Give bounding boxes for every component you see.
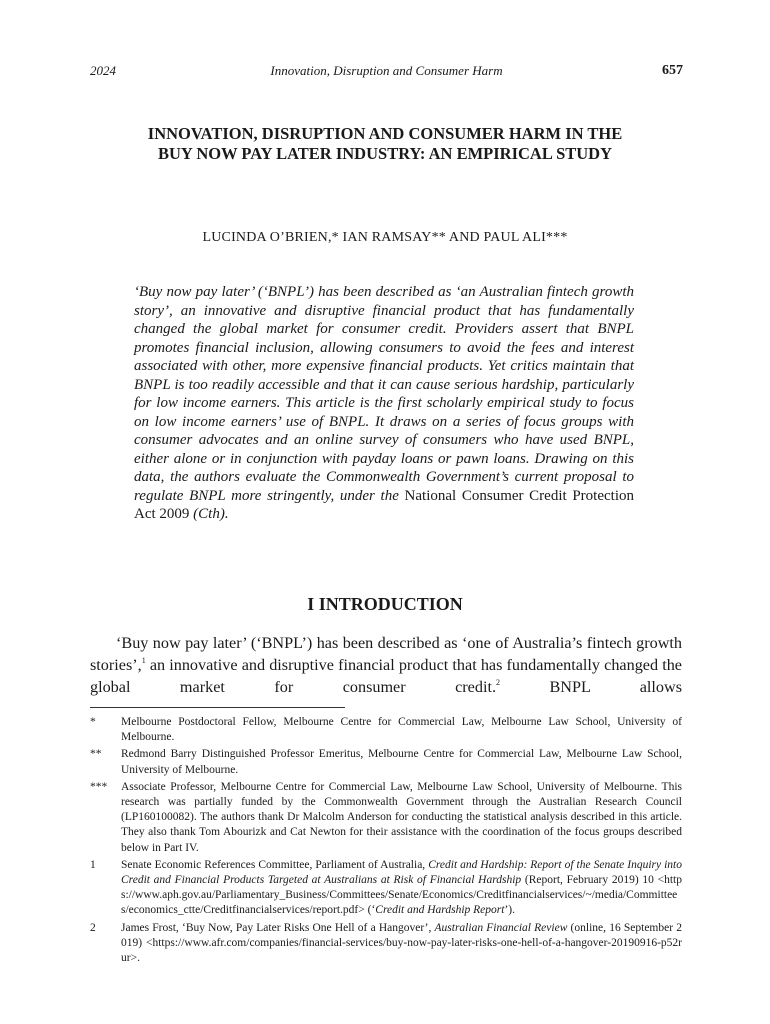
footnote-item <box>90 780 682 856</box>
footnote-text-part: James Frost, ‘Buy Now, Pay Later Risks One Hell of a Hangover’, <box>121 921 435 934</box>
footnote-item <box>90 747 682 777</box>
footnote-item <box>90 715 682 745</box>
abstract-act-name: National Consumer Credit Protection Act 2009 <box>134 487 634 522</box>
abstract-jurisdiction: (Cth). <box>189 506 229 522</box>
footnote-text <box>121 858 682 919</box>
footnote-marker: ** <box>90 748 102 761</box>
section-heading: I INTRODUCTION <box>307 594 463 614</box>
footnotes <box>90 715 682 968</box>
abstract-text: ‘Buy now pay later’ (‘BNPL’) has been described as ‘an Australian fintech growth story’, an innovative and disruptive financial product that has fundamentally changed the global market for consumer credit. Providers assert that BNPL promotes financial inclusion, allowing consumers to avoid the fees and interest associated with other, more expensive financial products. Yet critics maintain that BNPL is too readily accessible and that it can cause serious hardship, particularly for low income earners. This article is the first scholarly empirical study to focus on low income earners’ use of BNPL. It draws on a series of focus groups with consumer advocates and an online survey of consumers who have used BNPL, either alone or in conjunction with payday loans or pawn loans. Drawing on this data, the authors evaluate the Commonwealth Government’s current proposal to regulate BNPL more stringently, under the <box>134 284 634 504</box>
footnote-item <box>90 921 682 967</box>
footnote-item <box>90 858 682 919</box>
footnote-url[interactable]: (Report, February 2019) 10 <https://www.aph.gov.au/Parliamentary_Business/Committees/Senate/Economics/Creditfinancialservices/~/media/Committees/economics_ctte/Creditfinancialservices/report.pdf> (‘ <box>121 874 682 917</box>
intro-text-c: BNPL allows <box>500 678 683 696</box>
footnote-ref-1[interactable]: 1 <box>141 656 146 665</box>
footnote-text: Melbourne Postdoctoral Fellow, Melbourne Centre for Commercial Law, Melbourne Law School, University of Melbourne. <box>121 716 682 744</box>
footnote-publication-title: Australian Financial Review <box>434 921 568 934</box>
footnote-report-title: Credit and Hardship: Report of the Senate Inquiry into Credit and Financial Products Targeted at Australians at Risk of Financial Hardship <box>121 858 683 887</box>
footnote-text-part: ’). <box>504 904 515 917</box>
article-title <box>90 124 680 164</box>
intro-text-a: ‘Buy now pay later’ (‘BNPL’) has been described as ‘one of Australia’s fintech growth stories’, <box>90 634 682 674</box>
page-number: 657 <box>662 63 683 78</box>
running-head-year: 2024 <box>90 63 116 78</box>
article-title-line-1: INNOVATION, DISRUPTION AND CONSUMER HARM IN THE <box>147 124 623 143</box>
footnote-text-part: Senate Economic References Committee, Parliament of Australia, <box>121 858 429 871</box>
article-title-line-2: BUY NOW PAY LATER INDUSTRY: AN EMPIRICAL STUDY <box>157 144 612 163</box>
footnote-marker: * <box>90 716 96 728</box>
footnote-text: Associate Professor, Melbourne Centre for Commercial Law, Melbourne Law School, University of Melbourne. This research was partially funded by the Commonwealth Government through the Australian Research Council (LP160100082). The authors thank Dr Malcolm Anderson for conducting the statistical analysis described in this article. They also thank Tom Abourizk and Cat Newton for their assistance with the coordination of the focus groups described below in Part IV. <box>121 780 682 854</box>
footnote-marker: 2 <box>90 921 96 934</box>
intro-text-b: an innovative and disruptive financial product that has fundamentally changed the global market for consumer credit. <box>90 656 682 696</box>
running-head <box>90 62 683 80</box>
footnote-marker: 1 <box>90 858 96 871</box>
author-list: LUCINDA O’BRIEN,* IAN RAMSAY** AND PAUL ALI*** <box>202 230 568 245</box>
intro-paragraph <box>90 632 682 698</box>
running-head-title: Innovation, Disruption and Consumer Harm <box>270 63 503 78</box>
footnote-short-title: Credit and Hardship Report <box>375 904 505 917</box>
abstract <box>134 283 634 524</box>
footnote-divider <box>90 707 345 708</box>
footnote-marker: *** <box>90 780 108 793</box>
footnote-text <box>121 921 682 967</box>
footnote-text: Redmond Barry Distinguished Professor Emeritus, Melbourne Centre for Commercial Law, Melbourne Law School, University of Melbourne. <box>121 748 682 776</box>
footnote-ref-2[interactable]: 2 <box>496 678 501 687</box>
footnote-url[interactable]: (online, 16 September 2019) <https://www.afr.com/companies/financial-services/buy-now-pay-later-risks-one-hell-of-a-hangover-20190916-p52rur>. <box>121 921 682 965</box>
